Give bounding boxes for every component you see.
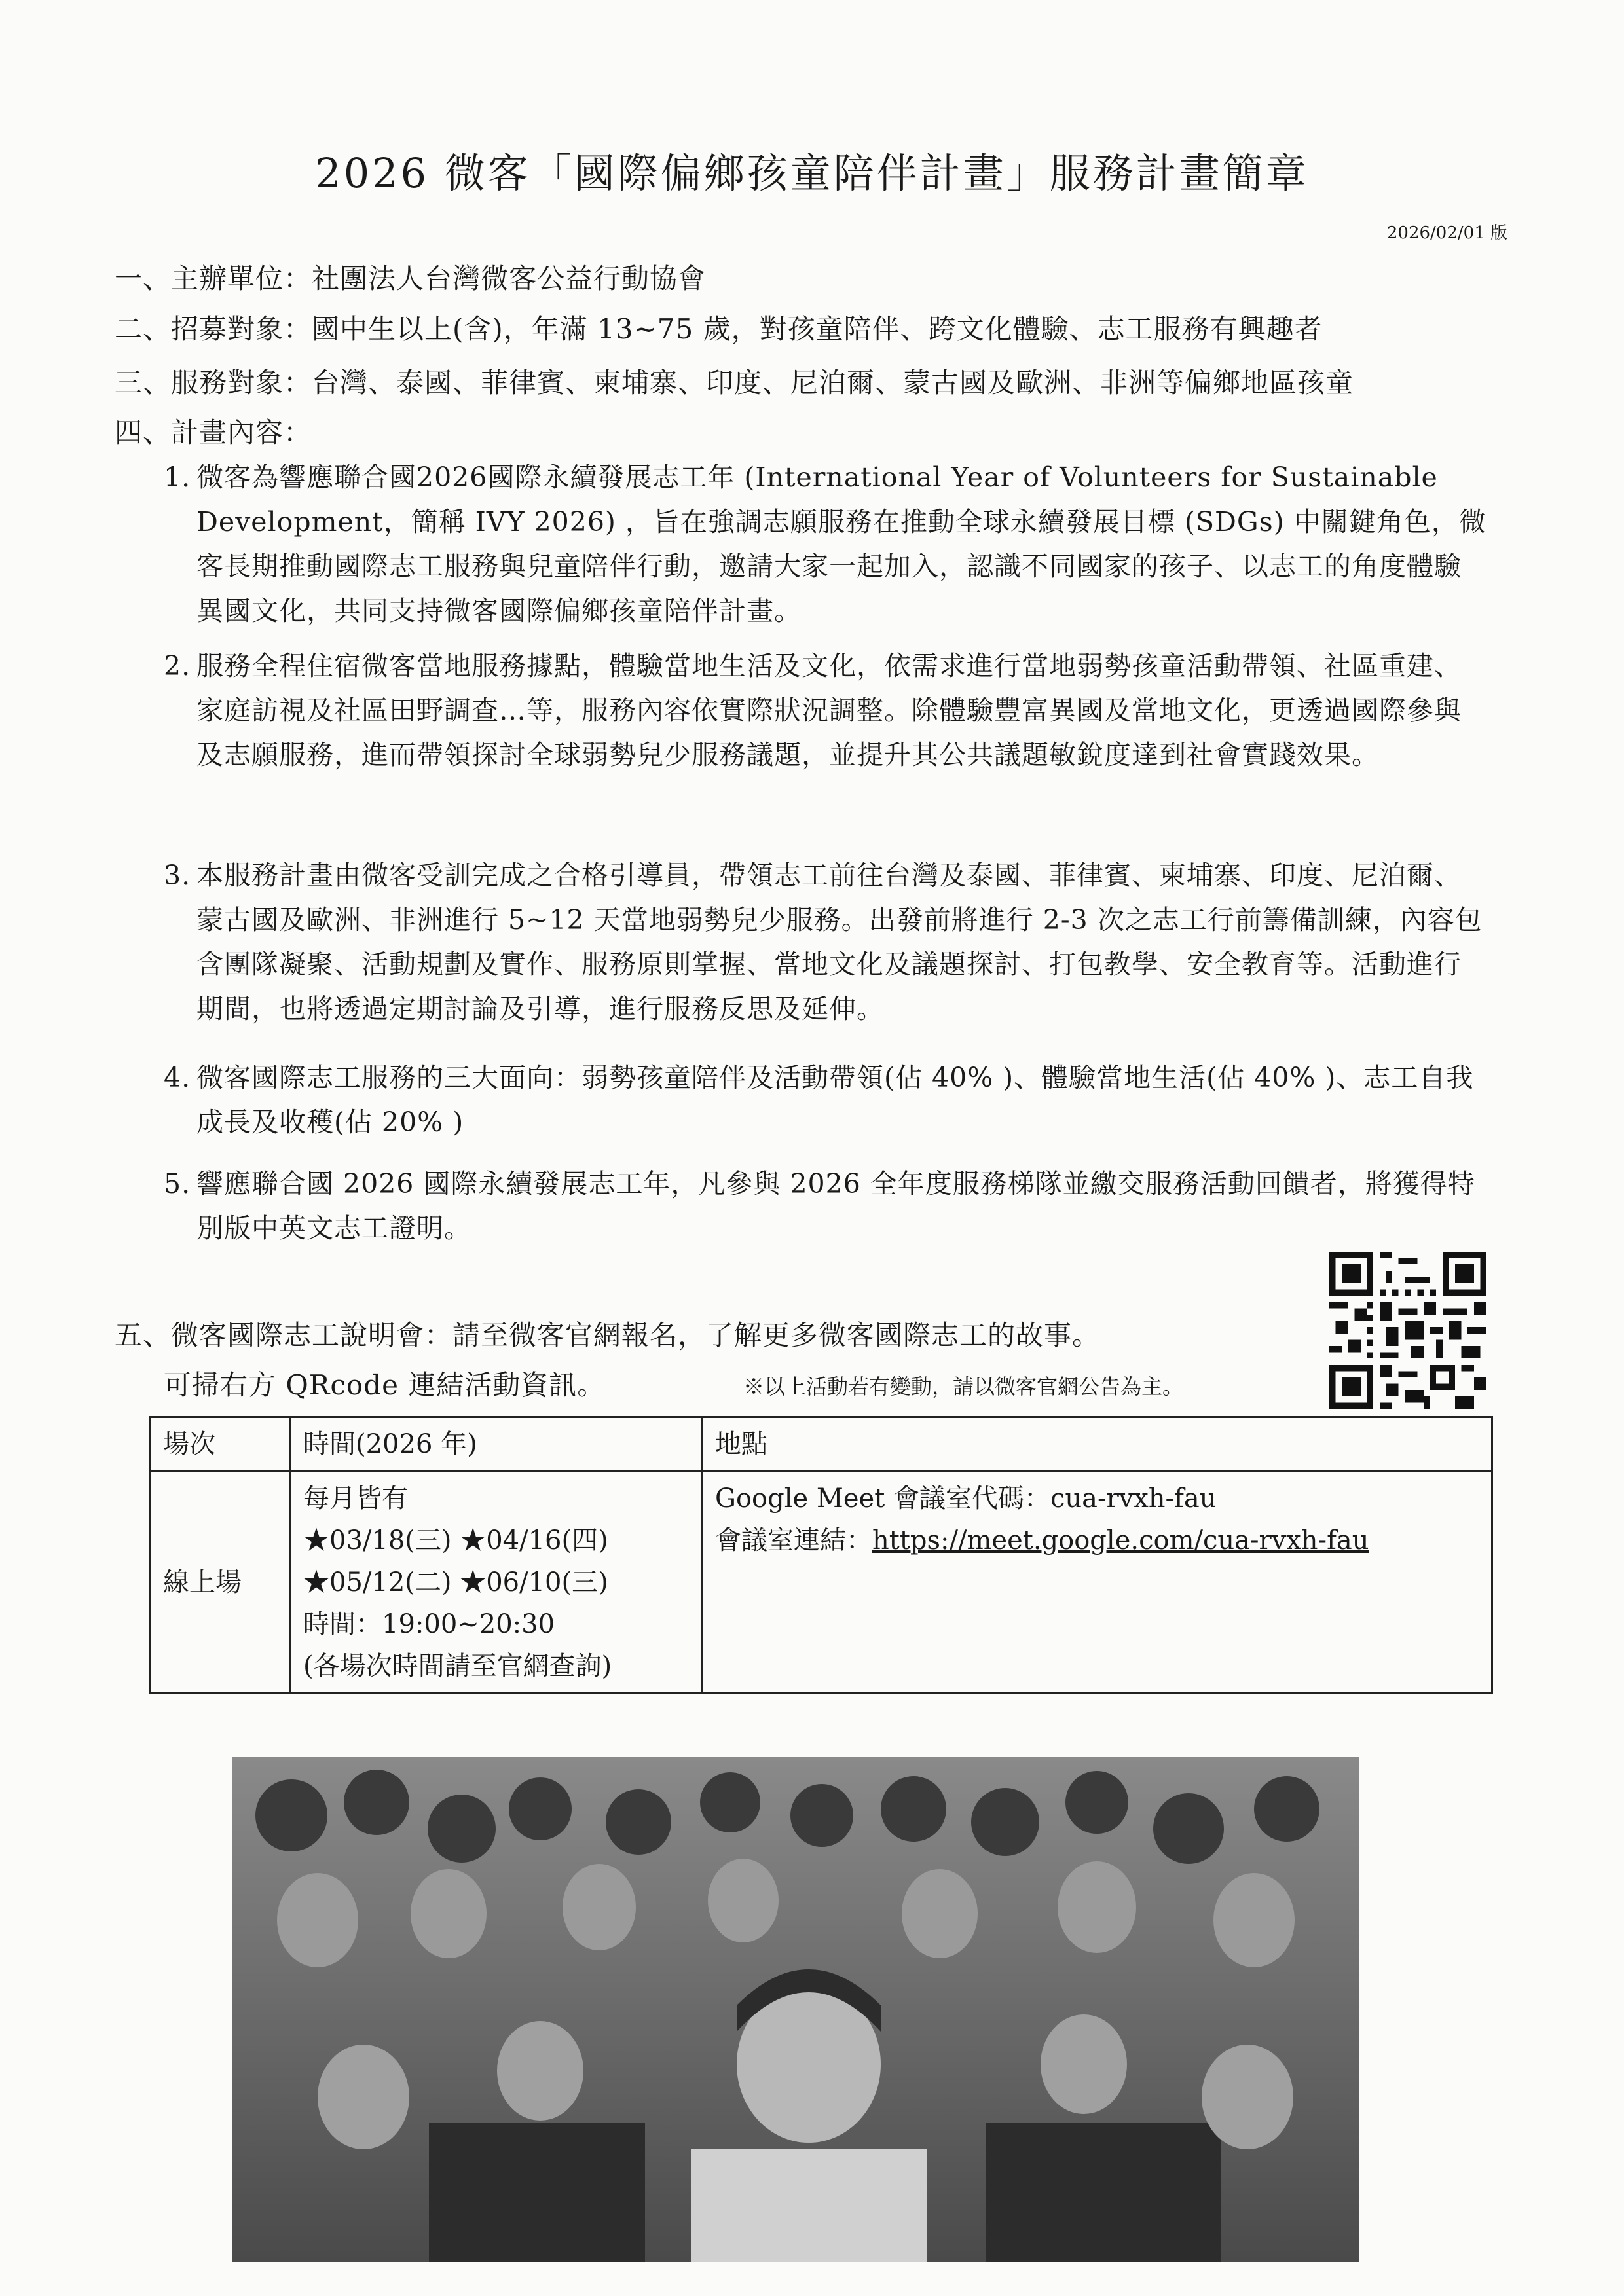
plan-item-3 [164,853,1486,1031]
table-header: 場次 [151,1417,291,1472]
section-label: 三、服務對象： [115,367,312,399]
table-header: 時間(2026 年) [291,1417,703,1472]
version-date: 2026/02/01 版 [1386,223,1507,243]
item-text: 本服務計畫由微客受訓完成之合格引導員，帶領志工前往台灣及泰國、菲律賓、柬埔寨、印度、尼泊爾、蒙古國及歐洲、非洲進行 5~12 天當地弱勢兒少服務。出發前將進行 2-3 次之志工行前籌備訓練，內容包含團隊凝聚、活動規劃及實作、服務原則掌握、當地文化及議題探討、打包教學、安全教育等。活動進行期間，也將透過定期討論及引導，進行服務反思及延伸。 [196,860,1483,1025]
section-content [115,411,312,454]
qr-instruction: 可掃右方 QRcode 連結活動資訊。 [164,1369,606,1401]
time-line: 每月皆有 [303,1484,408,1514]
section-recruit [115,308,1323,351]
item-text: 微客為響應聯合國2026國際永續發展志工年 (International Year of Volunteers for Sustainable Development，簡稱 IVY 2026) ，旨在強調志願服務在推動全球永續發展目標 (SDGs) 中關鍵角色，微客長期推動國際志工服務與兒童陪伴行動，邀請大家一起加入，認識不同國家的孩子、以志工的角度體驗異國文化，共同支持微客國際偏鄉孩童陪伴計畫。 [196,462,1486,627]
time-line: ★03/18(三) ★04/16(四) [303,1525,608,1556]
meeting-link[interactable]: https://meet.google.com/cua-rvxh-fau [872,1525,1369,1556]
section-text: 台灣、泰國、菲律賓、柬埔寨、印度、尼泊爾、蒙古國及歐洲、非洲等偏鄉地區孩童 [312,367,1354,399]
section-organizer [115,257,706,301]
time-line: (各場次時間請至官網查詢) [303,1651,612,1681]
item-number: 4. [164,1062,191,1093]
item-text: 微客國際志工服務的三大面向：弱勢孩童陪伴及活動帶領(佔 40% )、體驗當地生活(佔 40% )、志工自我成長及收穫(佔 20% ) [196,1062,1474,1138]
section-briefing [115,1314,1100,1357]
plan-item-5 [164,1161,1486,1250]
session-cell: 線上場 [151,1472,291,1694]
item-number: 1. [164,462,191,493]
table-header-row [151,1417,1492,1472]
section-text: 國中生以上(含)，年滿 13~75 歲，對孩童陪伴、跨文化體驗、志工服務有興趣者 [312,313,1323,345]
section-text: 請至微客官網報名，了解更多微客國際志工的故事。 [452,1319,1101,1351]
plan-item-1 [164,455,1486,633]
time-line: 時間：19:00~20:30 [303,1609,555,1639]
item-text: 響應聯合國 2026 國際永續發展志工年，凡參與 2026 全年度服務梯隊並繳交服務活動回饋者，將獲得特別版中英文志工證明。 [196,1168,1475,1244]
place-cell [703,1472,1492,1694]
section-label: 二、招募對象： [115,313,312,345]
notice-text: ※以上活動若有變動，請以微客官網公告為主。 [743,1374,1184,1399]
section-label: 一、主辦單位： [115,263,312,295]
plan-item-4 [164,1055,1486,1144]
qr-code-icon[interactable] [1329,1252,1486,1409]
time-line: ★05/12(二) ★06/10(三) [303,1567,608,1597]
meeting-link-label: 會議室連結： [715,1525,872,1556]
section-targets [115,361,1354,405]
item-number: 2. [164,650,191,682]
time-cell [291,1472,703,1694]
section-label: 五、微客國際志工說明會： [115,1319,453,1351]
plan-item-2 [164,644,1486,777]
item-number: 5. [164,1168,191,1199]
meeting-code: Google Meet 會議室代碼：cua-rvxh-fau [715,1484,1217,1514]
schedule-table [149,1416,1493,1694]
item-text: 服務全程住宿微客當地服務據點，體驗當地生活及文化，依需求進行當地弱勢孩童活動帶領、社區重建、家庭訪視及社區田野調查…等，服務內容依實際狀況調整。除體驗豐富異國及當地文化，更透過國際參與及志願服務，進而帶領探討全球弱勢兒少服務議題，並提升其公共議題敏銳度達到社會實踐效果。 [196,650,1462,771]
item-number: 3. [164,860,191,891]
table-header: 地點 [703,1417,1492,1472]
page-title: 2026 微客「國際偏鄉孩童陪伴計畫」服務計畫簡章 [315,149,1309,197]
section-text: 社團法人台灣微客公益行動協會 [312,263,707,295]
volunteer-children-photo [232,1757,1359,2262]
section-label: 四、計畫內容： [115,416,312,448]
meeting-link-row [715,1520,1479,1561]
table-row [151,1472,1492,1694]
